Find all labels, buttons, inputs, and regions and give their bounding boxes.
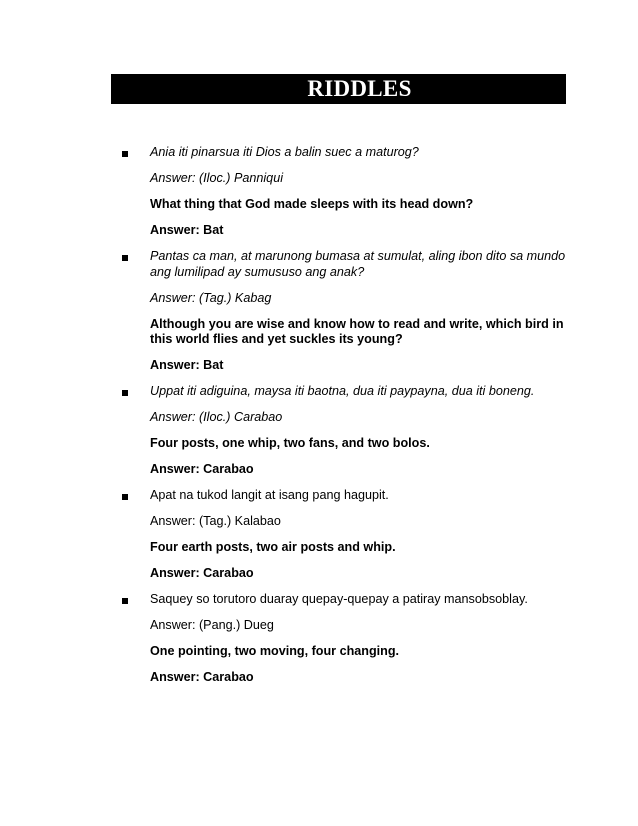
riddle-translation: One pointing, two moving, four changing. — [150, 644, 400, 658]
riddle-original-text: Saquey so torutoro duaray quepay-quepay a patiray mansobsoblay. — [150, 592, 528, 606]
riddle-translation-answer: Answer: Carabao — [150, 566, 254, 580]
riddle-translation-answer: Answer: Bat — [150, 358, 224, 372]
riddle-original-text: Ania iti pinarsua iti Dios a balin suec a maturog? — [150, 145, 419, 159]
riddle-translation-answer: Answer: Carabao — [150, 462, 254, 476]
riddle-original-answer: Answer: (Iloc.) Carabao — [150, 410, 283, 424]
riddle-original-answer: Answer: (Tag.) Kalabao — [150, 514, 281, 528]
riddle-item-3 — [122, 384, 572, 478]
page-title: RIDDLES — [307, 76, 412, 101]
riddle-item-2 — [122, 249, 572, 374]
riddle-original-text: Apat na tukod langit at isang pang hagupit. — [150, 488, 389, 502]
square-bullet-icon — [122, 598, 128, 604]
square-bullet-icon — [122, 255, 128, 261]
riddle-item-5 — [122, 592, 572, 686]
riddle-item-1 — [122, 145, 572, 239]
riddle-translation-answer: Answer: Carabao — [150, 670, 254, 684]
riddle-original-answer: Answer: (Iloc.) Panniqui — [150, 171, 283, 185]
title-banner — [111, 74, 566, 104]
riddle-original-answer: Answer: (Tag.) Kabag — [150, 290, 272, 305]
riddle-item-4 — [122, 488, 572, 582]
square-bullet-icon — [122, 151, 128, 157]
square-bullet-icon — [122, 494, 128, 500]
riddle-original-text: Pantas ca man, at marunong bumasa at sumulat, aling ibon dito sa mundo ang lumilipad ay sumususo ang anak? — [150, 249, 566, 279]
riddle-original-text: Uppat iti adiguina, maysa iti baotna, dua iti paypayna, dua iti boneng. — [150, 384, 535, 398]
riddle-translation: Although you are wise and know how to read and write, which bird in this world flies and yet suckles its young? — [150, 316, 564, 346]
riddle-translation: What thing that God made sleeps with its head down? — [150, 197, 474, 211]
riddle-translation-answer: Answer: Bat — [150, 223, 224, 237]
riddle-translation: Four posts, one whip, two fans, and two bolos. — [150, 436, 430, 450]
riddle-translation: Four earth posts, two air posts and whip. — [150, 540, 396, 554]
riddle-list — [122, 145, 572, 696]
riddle-original-answer: Answer: (Pang.) Dueg — [150, 618, 274, 632]
square-bullet-icon — [122, 390, 128, 396]
